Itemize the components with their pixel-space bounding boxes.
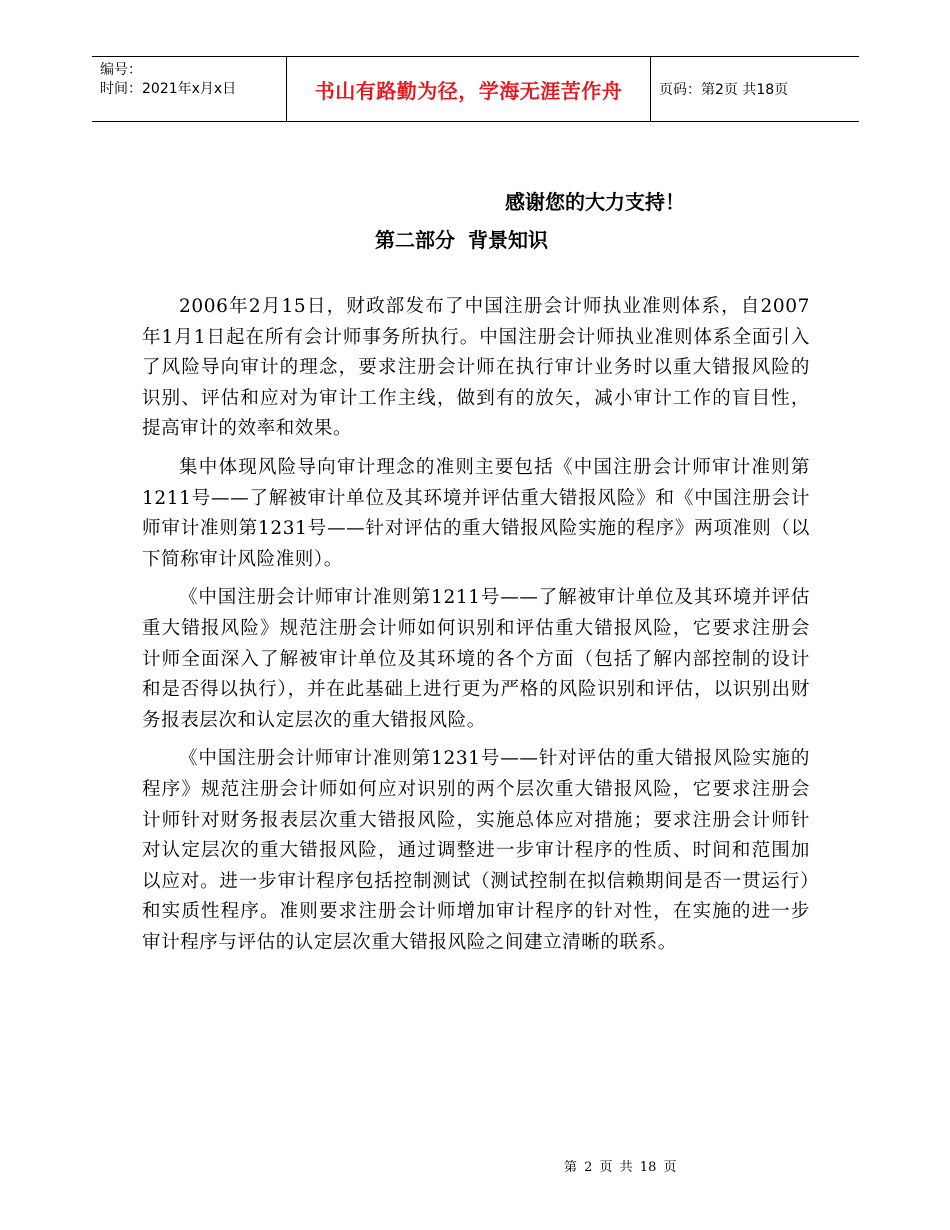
header-motto: 书山有路勤为径，学海无涯苦作舟 xyxy=(287,57,651,121)
paragraph: 《中国注册会计师审计准则第1231号——针对评估的重大错报风险实施的程序》规范注册会计师如何应对识别的两个层次重大错报风险，它要求注册会计师针对财务报表层次重大错报风险，实施总体应对措施；要求注册会计师针对认定层次的重大错报风险，通过调整进一步审计程序的性质、时间和范围加以应对。进一步审计程序包括控制测试（测试控制在拟信赖期间是否一贯运行）和实质性程序。准则要求注册会计师增加审计程序的针对性，在实施的进一步审计程序与评估的认定层次重大错报风险之间建立清晰的联系。 xyxy=(142,748,810,953)
page-header xyxy=(92,56,859,122)
time-label: 时间：2021年x月x日 xyxy=(100,81,237,97)
code-label: 编号： xyxy=(100,62,142,78)
page-footer: 第 2 页 共 18 页 xyxy=(564,1160,677,1175)
paragraph: 《中国注册会计师审计准则第1211号——了解被审计单位及其环境并评估重大错报风险》规范注册会计师如何识别和评估重大错报风险，它要求注册会计师全面深入了解被审计单位及其环境的各个方面（包括了解内部控制的设计和是否得以执行），并在此基础上进行更为严格的风险识别和评估，以识别出财务报表层次和认定层次的重大错报风险。 xyxy=(142,587,810,731)
header-meta xyxy=(92,57,287,121)
header-page-info: 页码：第2页 共18页 xyxy=(659,82,789,98)
document-body xyxy=(142,292,810,966)
paragraph: 集中体现风险导向审计理念的准则主要包括《中国注册会计师审计准则第1211号——了解被审计单位及其环境并评估重大错报风险》和《中国注册会计师审计准则第1231号——针对评估的重大错报风险实施的程序》两项准则（以下简称审计风险准则）。 xyxy=(142,456,810,570)
paragraph: 2006年2月15日，财政部发布了中国注册会计师执业准则体系，自2007年1月1日起在所有会计师事务所执行。中国注册会计师执业准则体系全面引入了风险导向审计的理念，要求注册会计师在执行审计业务时以重大错报风险的识别、评估和应对为审计工作主线，做到有的放矢，减小审计工作的盲目性，提高审计的效率和效果。 xyxy=(142,296,810,440)
thanks-heading: 感谢您的大力支持！ xyxy=(505,190,685,214)
section-title: 第二部分 背景知识 xyxy=(375,228,548,252)
